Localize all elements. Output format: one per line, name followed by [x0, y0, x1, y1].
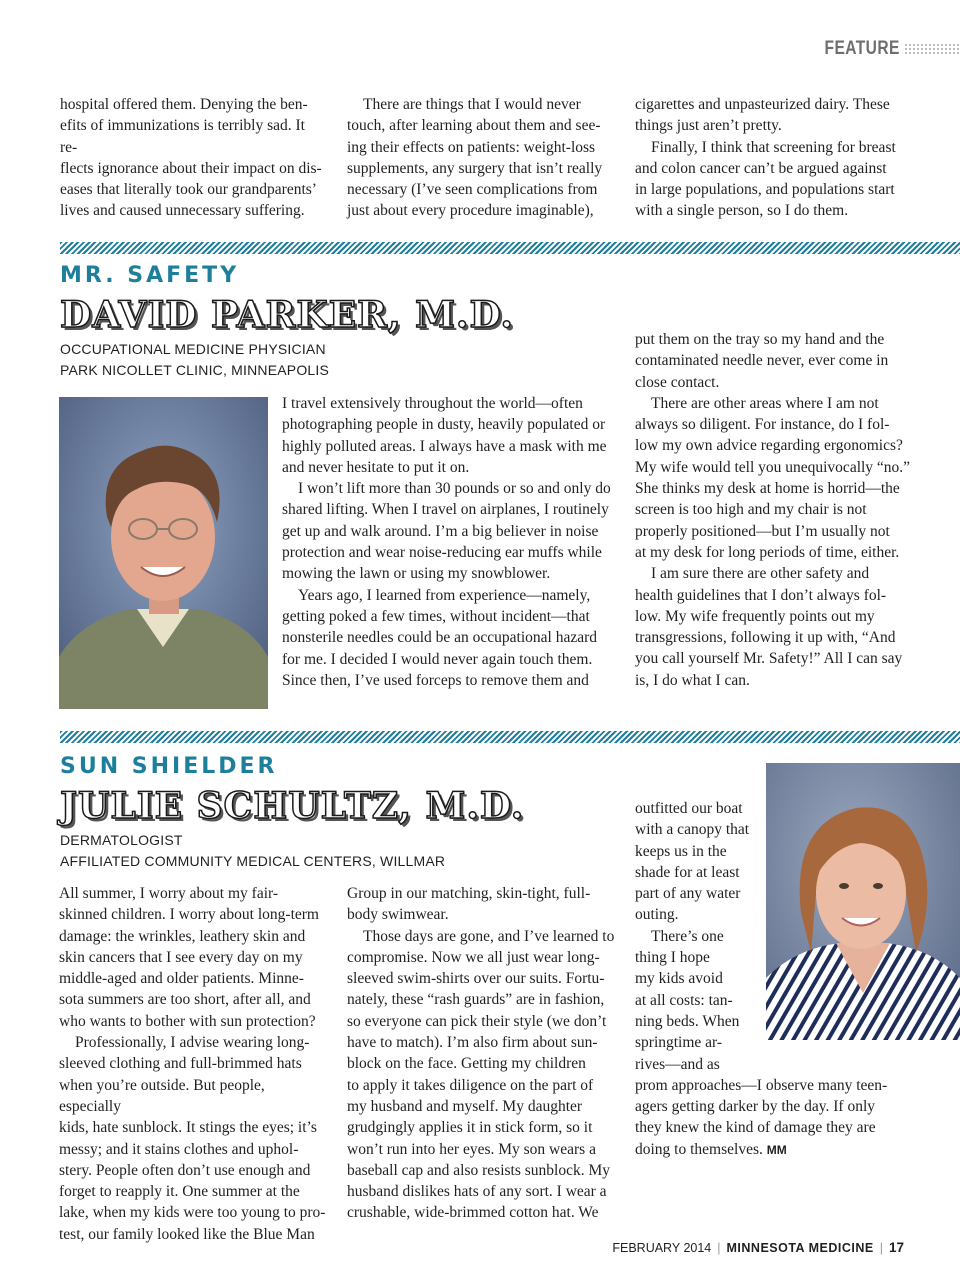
text-line: to apply it takes diligence on the part of — [347, 1076, 594, 1094]
text-line: and never hesitate to put it on. — [282, 458, 470, 476]
text-line: grudgingly applies it in stick form, so it — [347, 1119, 593, 1137]
parker-column-2 — [282, 393, 618, 691]
text-line: There are other areas where I am not — [651, 394, 879, 412]
text-line: just about every procedure imaginable), — [347, 202, 594, 220]
text-line: sota summers are too short, after all, and — [59, 991, 311, 1009]
text-line: at all costs: tan- — [635, 991, 733, 1009]
footer-separator: | — [717, 1241, 721, 1255]
text-line: get up and walk around. I’m a big believer in noise — [282, 522, 599, 540]
text-line: who wants to bother with sun protection? — [59, 1012, 316, 1030]
text-line: Years ago, I learned from experience—namely, — [298, 586, 591, 604]
text-line: husband dislikes hats of any sort. I wear a — [347, 1183, 607, 1201]
text-line: contaminated needle never, ever come in — [635, 352, 889, 370]
text-line: with a canopy that — [635, 821, 750, 839]
text-line: at my desk for long periods of time, either. — [635, 543, 900, 561]
parker-title: OCCUPATIONAL MEDICINE PHYSICIAN — [60, 341, 326, 357]
text-line: I am sure there are other safety and — [651, 565, 870, 583]
text-line: baseball cap and also resists sunblock. My — [347, 1161, 611, 1179]
text-line: protection and wear noise-reducing ear muffs while — [282, 544, 602, 562]
text-line: transgressions, following it up with, “And — [635, 629, 896, 647]
parker-photo — [59, 397, 268, 709]
text-line: Since then, I’ve used forceps to remove them and — [282, 671, 589, 689]
parker-name: DAVID PARKER, M.D. — [60, 294, 514, 336]
text-line: keeps us in the — [635, 842, 727, 860]
text-line: when you’re outside. But people, especially — [59, 1076, 265, 1115]
page-number: 17 — [888, 1240, 904, 1255]
text-line: test, our family looked like the Blue Man — [59, 1225, 315, 1243]
text-line: my husband and myself. My daughter — [347, 1097, 583, 1115]
text-line: necessary (I’ve seen complications from — [347, 181, 598, 199]
text-line: There are things that I would never — [363, 96, 581, 113]
dot-pattern — [904, 43, 960, 55]
text-line: I travel extensively throughout the world—often — [282, 395, 583, 412]
signoff-mark: MM — [766, 1142, 787, 1157]
text-line: outfitted our boat — [635, 800, 743, 817]
text-line: part of any water — [635, 885, 741, 903]
schultz-kicker: SUN SHIELDER — [60, 754, 278, 779]
text-line: kids, hate sunblock. It stings the eyes; it’s — [59, 1119, 317, 1137]
text-line: All summer, I worry about my fair- — [59, 885, 279, 902]
text-line: ing their effects on patients: weight-loss — [347, 138, 596, 156]
text-line: health guidelines that I don’t always fol- — [635, 586, 887, 604]
schultz-name: JULIE SCHULTZ, M.D. — [60, 785, 525, 827]
text-line: shared lifting. When I travel on airplanes, I routinely — [282, 501, 609, 519]
text-line: compromise. Now we all just wear long- — [347, 948, 600, 966]
section-header — [760, 38, 960, 62]
text-line: getting poked a few times, without incident—that — [282, 607, 590, 625]
text-line: my kids avoid — [635, 970, 723, 988]
text-line: in large populations, and populations start — [635, 181, 895, 199]
top-column-3 — [635, 94, 910, 222]
page-footer — [612, 1240, 904, 1255]
text-line: middle-aged and older patients. Minne- — [59, 970, 304, 988]
text-line: touch, after learning about them and see- — [347, 117, 601, 135]
text-line: hospital offered them. Denying the ben- — [60, 96, 308, 113]
text-line: you call yourself Mr. Safety!” All I can say — [635, 650, 903, 668]
text-line: so everyone can pick their style (we don’t — [347, 1012, 607, 1030]
text-line: is, I do what I can. — [635, 671, 750, 689]
text-line: won’t run into her eyes. My son wears a — [347, 1140, 596, 1158]
text-line: nately, these “rash guards” are in fashion, — [347, 991, 605, 1009]
text-line: highly polluted areas. I always have a mask with me — [282, 437, 607, 455]
text-line: crushable, wide-brimmed cotton hat. We — [347, 1204, 599, 1222]
text-line: eases that literally took our grandparents’ — [60, 181, 317, 199]
text-line: I won’t lift more than 30 pounds or so and only do — [298, 480, 611, 498]
parker-credentials — [60, 339, 329, 381]
text-line: skin cancers that I see every day on my — [59, 948, 303, 966]
text-line: There’s one — [651, 927, 724, 945]
schultz-org: AFFILIATED COMMUNITY MEDICAL CENTERS, WILLMAR — [60, 853, 446, 869]
text-line: ning beds. When — [635, 1012, 740, 1030]
footer-separator: | — [879, 1241, 883, 1255]
top-column-2 — [347, 94, 617, 222]
schultz-column-2 — [347, 883, 619, 1224]
schultz-column-1 — [59, 883, 329, 1245]
text-line: Professionally, I advise wearing long- — [75, 1034, 310, 1052]
top-column-1 — [60, 94, 325, 222]
text-line: prom approaches—I observe many teen- — [635, 1076, 888, 1094]
text-line: things just aren’t pretty. — [635, 117, 782, 135]
text-line: My wife would tell you unequivocally “no.” — [635, 458, 911, 476]
text-line: low my own advice regarding ergonomics? — [635, 437, 903, 455]
text-line: mowing the lawn or using my snowblower. — [282, 565, 551, 583]
text-line: Finally, I think that screening for breast — [651, 138, 896, 156]
schultz-credentials — [60, 830, 445, 872]
text-line: supplements, any surgery that isn’t really — [347, 159, 603, 177]
text-line: shade for at least — [635, 863, 740, 881]
issue-date: FEBRUARY 2014 — [612, 1241, 712, 1255]
text-line: lake, when my kids were too young to pro- — [59, 1204, 326, 1222]
parker-org: PARK NICOLLET CLINIC, MINNEAPOLIS — [60, 362, 330, 378]
text-line: rives—and as — [635, 1055, 720, 1073]
text-line: low. My wife frequently points out my — [635, 607, 875, 625]
text-line: lives and caused unnecessary suffering. — [60, 202, 305, 220]
text-line: nonsterile needles could be an occupational hazard — [282, 629, 598, 647]
text-line: put them on the tray so my hand and the — [635, 331, 885, 348]
text-line: Group in our matching, skin-tight, full- — [347, 885, 591, 902]
text-line: always so diligent. For instance, do I fol- — [635, 416, 890, 434]
text-line: flects ignorance about their impact on dis- — [60, 159, 322, 177]
magazine-name: MINNESOTA MEDICINE — [726, 1241, 874, 1255]
text-line: agers getting darker by the day. If only — [635, 1098, 876, 1116]
text-line: body swimwear. — [347, 906, 449, 924]
section-label: FEATURE — [824, 38, 900, 59]
text-line: forget to reapply it. One summer at the — [59, 1183, 300, 1201]
text-line: photographing people in dusty, heavily populated or — [282, 416, 606, 434]
text-line: have to match). I’m also firm about sun- — [347, 1034, 598, 1052]
text-line: and colon cancer can’t be argued against — [635, 159, 887, 177]
text-line: for me. I decided I would never again touch them. — [282, 650, 593, 668]
text-line: close contact. — [635, 373, 720, 391]
text-line: stery. People often don’t use enough and — [59, 1161, 311, 1179]
parker-column-3 — [635, 329, 915, 691]
text-line: Those days are gone, and I’ve learned to — [363, 927, 615, 945]
text-line: cigarettes and unpasteurized dairy. These — [635, 96, 890, 113]
text-line: sleeved swim-shirts over our suits. Fortu- — [347, 970, 605, 988]
last-line-text: doing to themselves. — [635, 1140, 763, 1158]
text-line: springtime ar- — [635, 1034, 723, 1052]
text-line: they knew the kind of damage they are — [635, 1119, 876, 1137]
text-line: skinned children. I worry about long-term — [59, 906, 319, 924]
text-line: outing. — [635, 906, 679, 924]
text-line: She thinks my desk at home is horrid—the — [635, 480, 900, 498]
text-line: with a single person, so I do them. — [635, 202, 849, 220]
text-line: screen is too high and my chair is not — [635, 501, 867, 519]
text-line: thing I hope — [635, 949, 710, 967]
text-line — [635, 1139, 905, 1161]
schultz-column-3 — [635, 798, 905, 1161]
text-line: efits of immunizations is terribly sad. It re- — [60, 117, 305, 156]
text-line: properly positioned—but I’m usually not — [635, 522, 890, 540]
schultz-title: DERMATOLOGIST — [60, 832, 183, 848]
text-line: messy; and it stains clothes and uphol- — [59, 1140, 299, 1158]
section-divider — [60, 731, 960, 743]
text-line: damage: the wrinkles, leathery skin and — [59, 927, 306, 945]
text-line: block on the face. Getting my children — [347, 1055, 586, 1073]
text-line: sleeved clothing and full-brimmed hats — [59, 1055, 302, 1073]
section-divider — [60, 242, 960, 254]
parker-kicker: MR. SAFETY — [60, 263, 240, 288]
